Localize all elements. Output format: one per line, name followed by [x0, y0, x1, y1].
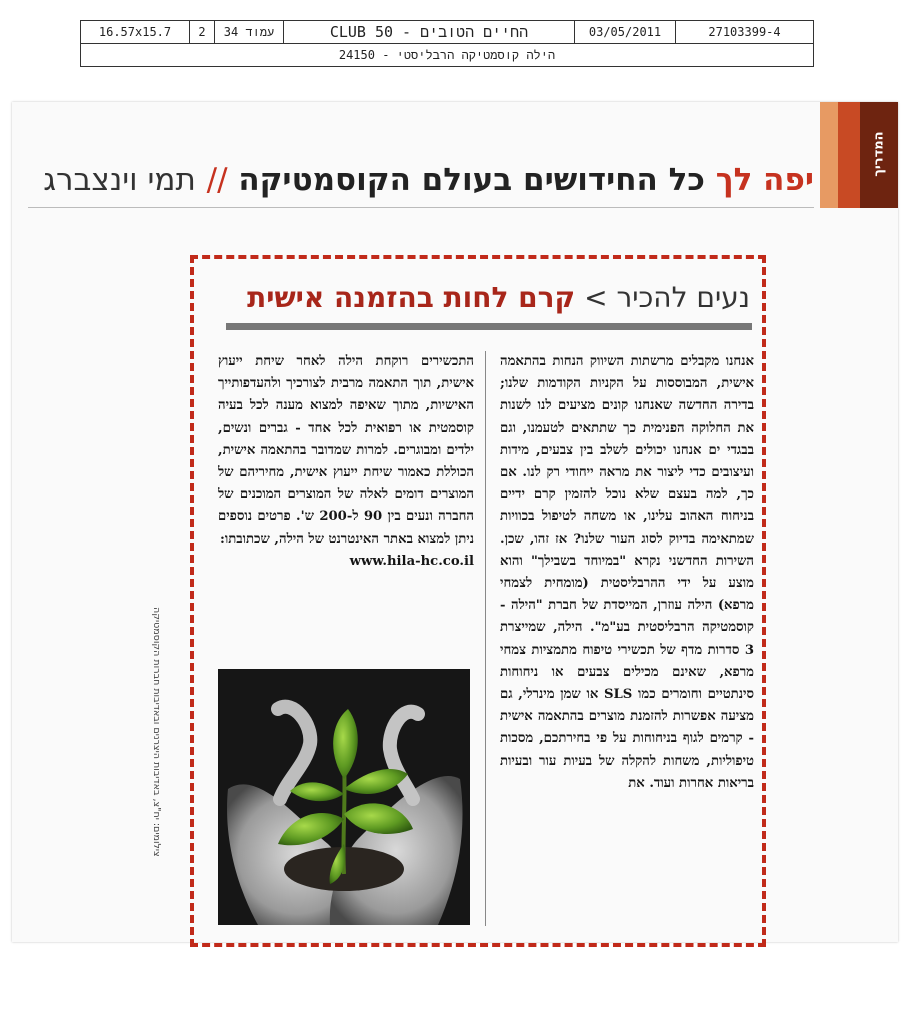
clip-size: 16.57x15.7	[81, 21, 190, 43]
article-title: קרם לחות בהזמנה אישית	[247, 281, 576, 314]
article-kicker: נעים להכיר	[616, 281, 750, 314]
article-column-left	[218, 351, 474, 671]
column-author: תמי וינצברג	[43, 162, 196, 198]
article-column-right: אנחנו מקבלים מרשתות השיווק הנחות בהתאמה אישית, המבוססות על הקניות הקודמות שלנו; בדירה החדשה שאנחנו קונים מציעים לנו לשנות את החלוקה הפנימית כך שתתאים לטעמנו, וגם בבגדי ים אנחנו יכולים לשלב בין צבעים, מידות ועיצובים כדי ליצור את מראה ייחודי רק לנו. אם כך, למה בעצם שלא נוכל להזמין קרם ידיים בניחוח האהוב עלינו, או משחה לטיפול בכוויות שמתאימה בדיוק לסוג העור שלנו? אז זהו, שכן. השירות החדשני נקרא "במיוחד בשבילך" והוא מוצע על ידי ההרבליסטית (מומחית לצמחי מרפא) הילה עוזרן, המייסדת של חברת "הילה - קוסמטיקה הרבליסטית בע"מ". הילה, שמייצרת 3 סדרות מדף של תכשירי טיפוח מתמציות צמחי מרפא, שאינם מכילים צבעים או ניחוחות סינתטיים וחומרים כמו SLS או שמן מינרלי, גם מציעה אפשרות להזמנת מוצרים בהתאמה אישית - קרמים לגוף בניחוחות על פי בחירתכם, מסכות טיפוליות, משחות להקלה של בעיות עור ובעיות בריאות אחרות ועוד. את	[500, 354, 754, 791]
hands-holding-seedling-image	[218, 669, 470, 925]
clip-id: 27103399-4	[708, 25, 781, 39]
section-tab-stripe-light	[820, 102, 838, 208]
clip-date: 03/05/2011	[575, 21, 676, 43]
section-tab-stripe	[838, 102, 860, 208]
article-column-left-text: התכשירים רוקחת הילה לאחר שיחת ייעוץ אישית, תוך התאמה מרבית לצורכיך ולהעדפותייך האישיות, מתוך שאיפה למצוא מענה לכל בעיה קוסמטית או רפואית לכל אחד - גברים ונשים, ילדים ומבוגרים. למרות שמדובר בהתאמה אישית, הכוללת כאמור שיחת ייעוץ אישית, מחיריהם של המוצרים דומים לאלה של המוצרים המוכנים של החברה ונעים בין 90 ל-200 ש'. פרטים נוספים ניתן למצוא באתר האינטרנט של הילה, שכתובתו:	[218, 354, 474, 547]
column-brand: יפה לך	[715, 162, 814, 198]
article-box	[190, 255, 766, 947]
article-headline	[220, 281, 750, 314]
section-tab-dark	[860, 102, 898, 208]
column-header	[43, 162, 814, 198]
column-divider	[485, 351, 486, 926]
clip-page: עמוד 34	[215, 21, 284, 43]
article-photo	[218, 669, 470, 925]
photo-credit: צילומים: יח"צ, באדיבות היצרנים ובאדיבות חברות הקוסמטיקה	[151, 607, 162, 857]
column-title: כל החידושים בעולם הקוסמטיקה	[238, 162, 705, 198]
website-link[interactable]: www.hila-hc.co.il	[349, 553, 474, 569]
kicker-arrow: >	[584, 281, 608, 314]
clip-publication: CLUB 50 - החיים הטובים	[284, 21, 575, 43]
clipping-info-table	[80, 20, 814, 67]
section-tab	[820, 102, 898, 208]
section-tab-label: המדריך	[871, 131, 887, 177]
header-separator: //	[206, 162, 228, 198]
clipping-info-row	[81, 21, 813, 44]
article-page	[12, 102, 898, 942]
clip-section-number: 2	[190, 21, 215, 43]
headline-underline	[226, 323, 752, 330]
clip-client: הילה קוסמטיקה הרבליסטי - 24150	[338, 47, 556, 62]
header-rule	[28, 207, 814, 208]
